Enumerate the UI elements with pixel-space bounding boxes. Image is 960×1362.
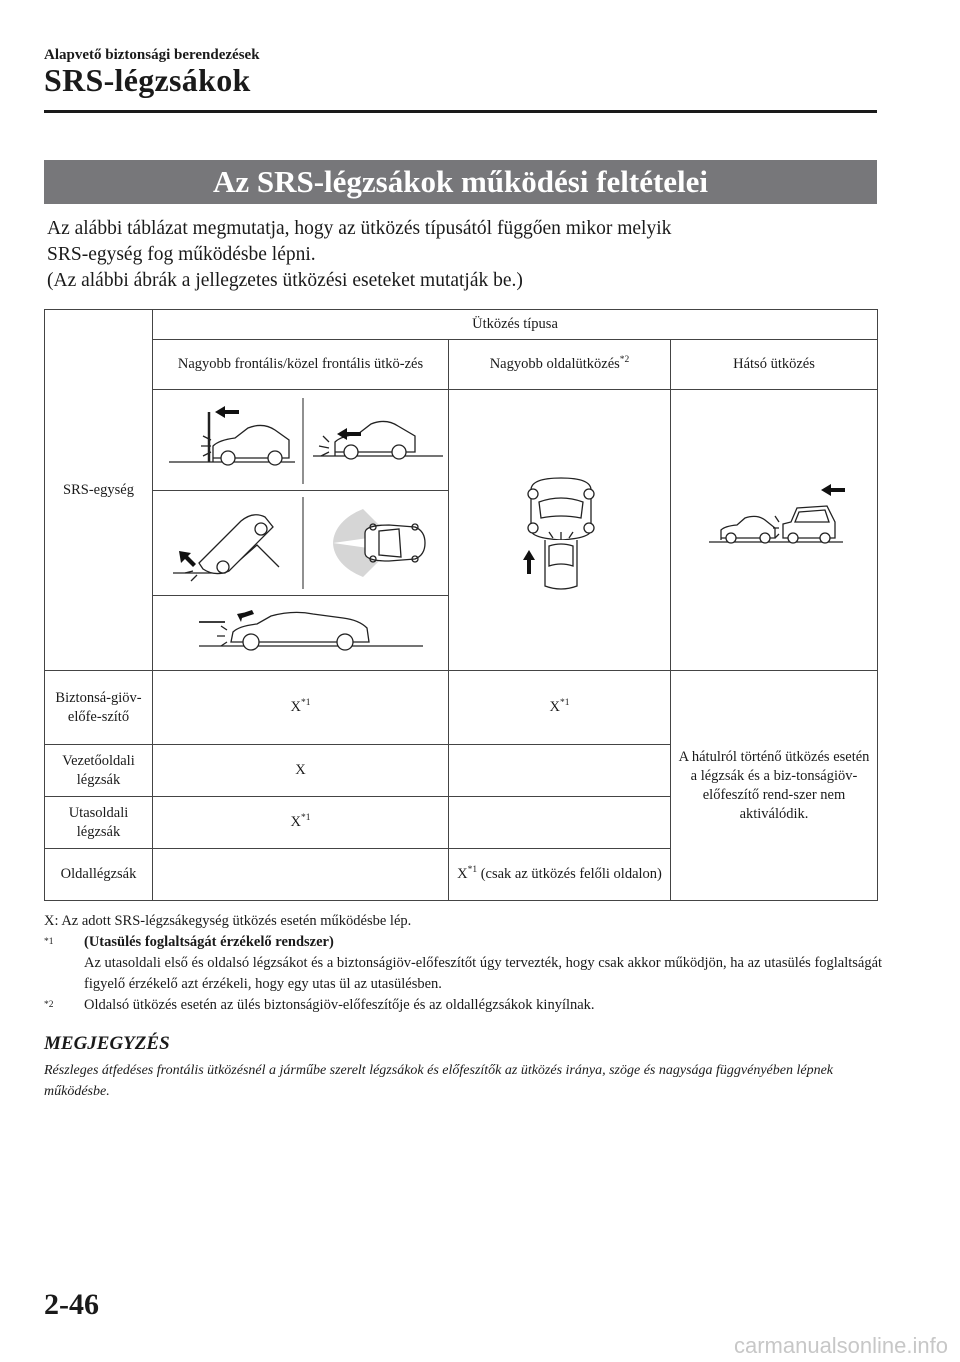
page-number: 2-46 [44, 1288, 99, 1321]
rear-collision-note: A hátulról történő ütközés esetén a légzsák és a biz-tonságiöv-előfeszítő rend-szer nem aktiválódik. [671, 671, 878, 901]
rear-collision-illustration [671, 390, 878, 671]
row-label-passenger-airbag: Utasoldali légzsák [45, 797, 153, 849]
srs-table [44, 309, 878, 901]
breadcrumb: Alapvető biztonsági berendezések [44, 47, 260, 63]
intro-text [47, 216, 877, 294]
intro-line: (Az alábbi ábrák a jellegzetes ütközési eseteket mutatják be.) [47, 270, 523, 291]
x-legend: X: Az adott SRS-légzsákegység ütközés esetén működésbe lép. [44, 913, 412, 929]
watermark[interactable]: carmanualsonline.info [733, 1333, 948, 1358]
srs-unit-header: SRS-egység [45, 310, 153, 671]
cell-frontal-passenger-airbag: $X^{*1}$ [153, 797, 449, 849]
page-title: SRS-légzsákok [44, 62, 251, 98]
col-rear-header: Hátsó ütközés [671, 340, 878, 390]
cell-frontal-side-airbag [153, 849, 449, 901]
footnote-2-mark: *2 [44, 1000, 54, 1010]
note-heading: MEGJEGYZÉS [44, 1033, 170, 1054]
footnote-1-title: (Utasülés foglaltságát érzékelő rendszer) [84, 934, 334, 950]
intro-line: Az alábbi táblázat megmutatja, hogy az ütközés típusától függően mikor melyik [47, 218, 672, 239]
note-text: Részleges átfedéses frontális ütközésnél a járműbe szerelt légzsákok és előfeszítők az ütközés iránya, szöge és nagysága függvényében lépnek működésbe. [44, 1063, 834, 1099]
underride-collision-illustration [153, 596, 449, 671]
cell-side-passenger-airbag [449, 797, 671, 849]
footnote-1-text: Az utasoldali első és oldalsó légzsákot és a biztonságiöv-előfeszítőt úgy tervezték, hogy csak akkor működjön, ha az utasülés foglaltságát figyelő érzékelő azt érzékeli, hogy egy utas ül az utasülésben. [84, 955, 883, 992]
footnote-2 [44, 995, 884, 1016]
frontal-collision-illustration [153, 390, 449, 491]
cell-frontal-driver-airbag: X [153, 745, 449, 797]
intro-line: SRS-egység fog működésbe lépni. [47, 244, 316, 265]
cell-side-driver-airbag [449, 745, 671, 797]
side-collision-illustration [449, 390, 671, 671]
col-side-header: Nagyobb oldalütközés$^{*2}$ [449, 340, 671, 390]
section-title: Az SRS-légzsákok működési feltételei [44, 160, 877, 204]
row-label-driver-airbag: Vezetőoldali légzsák [45, 745, 153, 797]
cell-side-side-airbag: $X^{*1}$ (csak az ütközés felőli oldalon) [449, 849, 671, 901]
footnote-1 [44, 932, 884, 995]
row-label-pretensioner: Biztonsá-giöv-előfe-szítő [45, 671, 153, 745]
impact-type-header: Ütközés típusa [153, 310, 878, 340]
cell-frontal-pretensioner: $X^{*1}$ [153, 671, 449, 745]
footnote-2-text: Oldalsó ütközés esetén az ülés biztonságiöv-előfeszítője és az oldallégzsákok kinyílnak. [84, 997, 595, 1013]
row-label-side-airbag: Oldallégzsák [45, 849, 153, 901]
cell-side-pretensioner: $X^{*1}$ [449, 671, 671, 745]
footnotes [44, 911, 884, 1016]
oblique-collision-illustration [153, 491, 449, 596]
footnote-1-mark: *1 [44, 937, 54, 947]
title-rule [44, 110, 877, 113]
col-frontal-header: Nagyobb frontális/közel frontális ütkö-zés [153, 340, 449, 390]
